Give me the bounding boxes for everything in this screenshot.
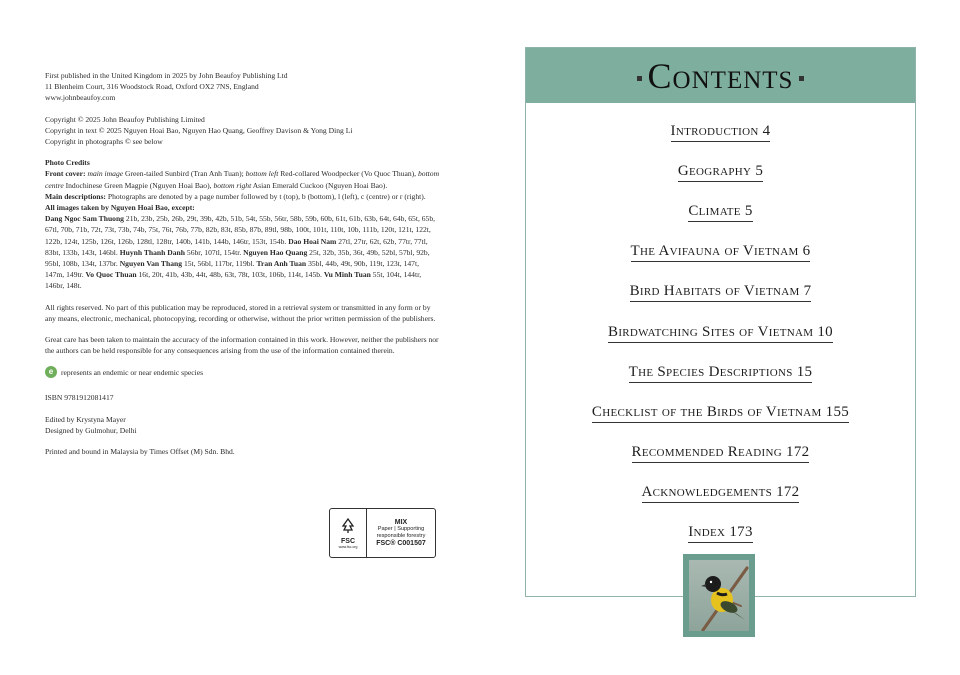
photographer-name: Tran Anh Tuan xyxy=(256,259,307,269)
bird-illustration-icon xyxy=(689,560,749,631)
copyright-info xyxy=(45,114,440,148)
endemic-legend-text: represents an endemic or near endemic species xyxy=(61,367,204,377)
printed-by: Printed and bound in Malaysia by Times Offset (M) Sdn. Bhd. xyxy=(45,447,235,457)
fsc-url: www.fsc.org xyxy=(338,544,358,549)
credit-position: bottom right xyxy=(213,180,252,190)
credit-text: Red-collared Woodpecker (Vo Quoc Thuan), xyxy=(280,169,417,179)
credit-position: bottom centre xyxy=(45,169,440,190)
front-cover-credits xyxy=(45,168,440,190)
photographer-pages: 25t, 32b, 35b, 36t, 49b, 52bl, 57bl, 92b, 95bl, 108b, 134t, 137br. xyxy=(45,247,430,269)
fsc-logo-text: FSC xyxy=(341,537,355,545)
square-ornament-icon xyxy=(637,76,642,81)
photographer-pages: 55t, 104t, 144tr, 146br, 148t. xyxy=(45,270,422,291)
toc-entry-label[interactable]: Climate 5 xyxy=(688,203,752,222)
main-desc-text: Photographs are denoted by a page number followed by t (top), b (bottom), l (left), c (centre) or r (right). xyxy=(107,191,426,201)
photographer-name: Nguyen Van Thang xyxy=(119,259,183,269)
photographer-name: Vo Quoc Thuan xyxy=(85,270,137,280)
copyright-line: Copyright © 2025 John Beaufoy Publishing Limited xyxy=(45,114,205,124)
copyright-line: Copyright in photographs © see below xyxy=(45,137,163,147)
credit-position: main image xyxy=(87,169,124,179)
toc-entry-label[interactable]: Introduction 4 xyxy=(671,123,771,142)
toc-entry-label[interactable]: The Avifauna of Vietnam 6 xyxy=(631,243,811,262)
care-notice xyxy=(45,334,440,356)
photo-credits xyxy=(45,157,440,291)
main-desc-label: Main descriptions: xyxy=(45,191,106,201)
toc-entry[interactable] xyxy=(526,474,915,514)
toc-entry[interactable] xyxy=(526,233,915,273)
all-images-label: All images taken by Nguyen Hoai Bao, except: xyxy=(45,203,195,213)
credit-position: bottom left xyxy=(245,169,279,179)
toc-list xyxy=(526,112,915,554)
publisher-address: 11 Blenheim Court, 316 Woodstock Road, Oxford OX2 7NS, England xyxy=(45,82,259,92)
toc-entry[interactable] xyxy=(526,353,915,393)
endemic-legend xyxy=(45,366,440,378)
square-ornament-icon xyxy=(799,76,804,81)
main-descriptions xyxy=(45,191,440,202)
isbn-block xyxy=(45,392,440,403)
fsc-details xyxy=(367,509,435,557)
photographer-name: Nguyen Hao Quang xyxy=(243,247,308,257)
toc-entry-label[interactable]: The Species Descriptions 15 xyxy=(629,364,813,383)
toc-entry[interactable] xyxy=(526,152,915,192)
toc-entry-label[interactable]: Geography 5 xyxy=(678,163,763,182)
photographer-pages: 15t, 56bl, 117br, 119bl. xyxy=(183,259,255,269)
credits-list xyxy=(45,213,440,291)
toc-entry-label[interactable]: Acknowledgements 172 xyxy=(642,484,800,503)
endemic-icon: e xyxy=(45,366,57,378)
photographer-name: Vu Minh Tuan xyxy=(323,270,371,280)
bird-photo-image xyxy=(689,560,749,631)
photographer-pages: 21b, 23b, 25b, 26b, 29t, 39b, 42b, 51b, 54t, 55b, 56tr, 58b, 59b, 60b, 61t, 61b, 63b, 64t, 64b, 65t, 65b, 67tl, 70b, 71b, 72t, 73t, 73b, 74b, 75t, 76t, 76b, 77b, 82b, 83t, 85b, 87b, 89tl, 98b, 100t, 101t, 110t, 10b, 111b, 120t, 121t, 122t, 122b, 124t, 125b, 126t, 126b, 128tl, 128tr, 140b, 141b, 144b, 146tr, 153t, 154b. xyxy=(45,214,436,246)
toc-entry[interactable] xyxy=(526,112,915,152)
toc-entry[interactable] xyxy=(526,514,915,554)
fsc-mix: MIX xyxy=(394,519,408,526)
front-cover-label: Front cover: xyxy=(45,169,86,179)
fsc-label xyxy=(329,508,436,558)
production-credits xyxy=(45,414,440,436)
toc-entry[interactable] xyxy=(526,273,915,313)
photographer-pages: 16t, 20t, 41b, 43b, 44t, 48b, 63t, 78t, 103t, 106b, 114t, 145b. xyxy=(138,270,322,280)
photographer-name: Dang Ngoc Sam Thuong xyxy=(45,214,124,224)
fsc-tree-icon xyxy=(340,518,356,538)
isbn: ISBN 9781912081417 xyxy=(45,393,114,403)
copyright-line: Copyright in text © 2025 Nguyen Hoai Bao, Nguyen Hao Quang, Geoffrey Davison & Yong Ding Li xyxy=(45,125,353,135)
publisher-info xyxy=(45,70,440,104)
fsc-code: FSC® C001507 xyxy=(376,540,426,547)
photographer-pages: 27tl, 27tr, 62t, 62b, 77tr, 77tl, 83bt, 133b, 143t, 146bl. xyxy=(45,236,428,257)
publisher-website: www.johnbeaufoy.com xyxy=(45,93,116,103)
care-text: Great care has been taken to maintain the accuracy of the information contained in this work. However, neither the publishers nor the authors can be held responsible for any consequences arising from the use of the information contained therein. xyxy=(45,335,439,356)
edited-by: Edited by Krystyna Mayer xyxy=(45,414,126,424)
photographer-name: Dao Hoai Nam xyxy=(288,236,337,246)
publisher-line: First published in the United Kingdom in 2025 by John Beaufoy Publishing Ltd xyxy=(45,71,288,80)
fsc-logo xyxy=(330,509,367,557)
toc-entry[interactable] xyxy=(526,434,915,474)
fsc-paper-line: Paper | Supporting xyxy=(377,526,425,532)
printing-info xyxy=(45,446,440,457)
imprint-page xyxy=(45,70,440,467)
contents-title: Contents xyxy=(647,55,794,96)
credit-text: Asian Emerald Cuckoo (Nguyen Hoai Bao). xyxy=(252,180,388,190)
photographer-name: Huynh Thanh Danh xyxy=(119,247,185,257)
toc-entry[interactable] xyxy=(526,313,915,353)
contents-panel xyxy=(525,47,916,597)
toc-entry[interactable] xyxy=(526,393,915,433)
toc-entry-label[interactable]: Birdwatching Sites of Vietnam 10 xyxy=(608,324,833,343)
toc-entry-label[interactable]: Recommended Reading 172 xyxy=(632,444,810,463)
toc-entry[interactable] xyxy=(526,192,915,232)
rights-notice xyxy=(45,302,440,324)
contents-header xyxy=(526,48,915,103)
credit-text: Green-tailed Sunbird (Tran Anh Tuan); xyxy=(125,169,244,179)
bird-photo xyxy=(683,554,755,637)
designed-by: Designed by Gulmohur, Delhi xyxy=(45,425,137,435)
toc-entry-label[interactable]: Index 173 xyxy=(688,524,753,543)
photographer-pages: 35bl, 44b, 49t, 90b, 119t, 123t, 147t, 147m, 149tr. xyxy=(45,259,419,280)
photo-credits-heading: Photo Credits xyxy=(45,158,90,168)
fsc-paper-line: responsible forestry xyxy=(376,533,426,539)
photographer-pages: 56br, 107tl, 154tr. xyxy=(186,247,242,257)
toc-entry-label[interactable]: Bird Habitats of Vietnam 7 xyxy=(630,283,812,302)
credit-text: Indochinese Green Magpie (Nguyen Hoai Bao), xyxy=(65,180,212,190)
rights-text: All rights reserved. No part of this publication may be reproduced, stored in a retrieval system or transmitted in any form or by any means, electronic, mechanical, photocopying, recording or otherwise, without the prior written permission of the publishers. xyxy=(45,302,436,323)
toc-entry-label[interactable]: Checklist of the Birds of Vietnam 155 xyxy=(592,404,849,423)
